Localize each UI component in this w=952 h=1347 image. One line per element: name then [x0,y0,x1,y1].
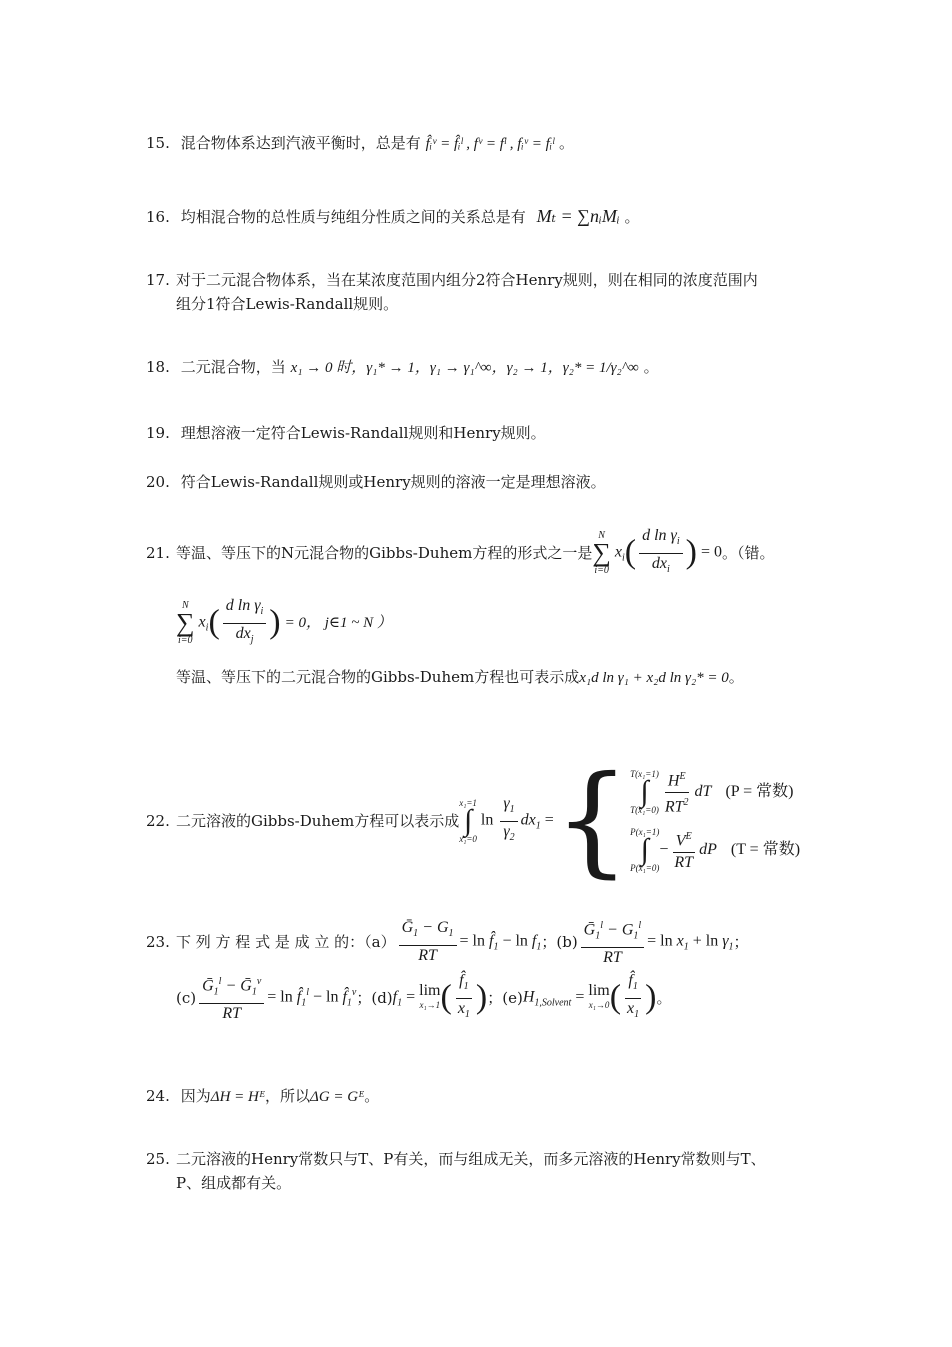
statement-number: 24. [146,1087,170,1105]
statement-end: 。 [624,208,640,226]
case-constant-p: (P = 常数) [725,783,794,800]
binary-gibbs-duhem: x₁d ln γ₁ + x₂d ln γ₂* = 0 [579,670,729,686]
statement-formula: x₁ → 0 时，γ₁* → 1，γ₁ → γ₁^∞，γ₂ → 1，γ₂* = 1/γ₂^∞ [290,360,639,376]
statement-text-line1: 对于二元混合物体系，当在某浓度范围内组分2符合Henry规则，则在相同的浓度范围内 [176,271,758,289]
statement-24 [146,1084,826,1109]
statement-25 [146,1147,826,1195]
statement-number: 18. [146,358,170,376]
equation-e: $H_{1,Solvent}$ = lim x₁→0 ( $\frac{f̂_1}{x_1}$ ) [522,972,657,1020]
equation-a: $\frac{Ḡ_1 - G_1}{RT}$ = $\ln f̂_1 - \ln f_1$ [396,918,542,965]
statement-end: 。 [728,668,744,686]
statement-number: 15. [146,134,170,152]
statement-18 [146,355,826,380]
statement-number: 23. [146,933,170,951]
gibbs-duhem-correction: N ∑ i=0 $x_i$( $\frac{d \ln \gamma_i}{dx_j}$ ) [176,597,281,646]
statement-text: 因为 [180,1087,211,1105]
statement-text: 二元混合物，当 [180,358,286,376]
statement-formula: f̂ᵢᵛ = f̂ᵢˡ , fᵛ = fˡ , fᵢᵛ = fᵢˡ [425,136,555,152]
statement-17 [146,268,826,316]
equation-c: $\frac{Ḡ_1^l - Ḡ_1^v}{RT}$ = $\ln f̂_1^l - \ln$ $f̂_1^v$ [196,972,356,1024]
statement-text: 均相混合物的总性质与纯组分性质之间的关系总是有 [180,208,526,226]
label-e: ；(e) [487,989,523,1007]
statement-end: 。 [656,989,672,1007]
equation-d: $f_1$ = lim x₁→1 ( $\frac{f̂_1}{x_1}$ ) [392,972,488,1020]
statement-note: 。（错。 [721,544,775,562]
integral-formula: x₁=1 ∫ x₁=0 ln $\frac{\gamma_1}{\gamma_2}$ $dx_1$ = [459,795,554,844]
statement-number: 19. [146,424,170,442]
statement-mid: ，所以 [265,1087,311,1105]
statement-number: 22. [146,812,170,830]
formula-enthalpy: ΔH = Hᴱ [210,1089,265,1105]
statement-end: 。 [643,358,659,376]
statement-22 [146,751,826,890]
label-c: (c) [176,989,197,1007]
case-constant-t: (T = 常数) [730,841,801,858]
correction-tail: = 0， j∈1 ~ N ） [284,615,392,631]
gibbs-duhem-formula: N ∑ i=0 $x_i$( $\frac{d \ln \gamma_i}{dx_i}$ ) = 0 [592,527,722,576]
label-b: ；(b) [541,933,578,951]
statement-text: 混合物体系达到汽液平衡时，总是有 [180,134,421,152]
statement-number: 20. [146,473,170,491]
formula-gibbs: ΔG = Gᴱ [310,1089,365,1105]
statement-text: 等温、等压下的N元混合物的Gibbs-Duhem方程的形式之一是 [176,544,593,562]
case-brace: { [553,751,631,890]
statement-text: 理想溶液一定符合Lewis-Randall规则和Henry规则。 [180,424,546,442]
label-d: ；(d) [356,989,393,1007]
statement-formula: Mₜ = ∑nᵢMᵢ [536,206,620,226]
statement-15 [146,131,826,156]
statement-19 [146,421,826,445]
statement-16 [146,204,826,229]
statement-text-line2: 组分1符合Lewis-Randall规则。 [176,295,399,313]
statement-end: 。 [364,1087,380,1105]
statement-number: 21. [146,544,170,562]
statement-number: 25. [146,1150,170,1168]
statement-text-line2: P、组成都有关。 [176,1174,292,1192]
statement-text: 二元溶液的Gibbs-Duhem方程可以表示成 [176,812,460,830]
statement-21 [146,525,826,690]
statement-number: 17. [146,271,170,289]
statement-23: 23. 下 列 方 程 式 是 成 立 的：（a） $\frac{Ḡ_1 - G_1}{RT}$ = $\ln f̂_1 - \ln f_1$ ；(b) $\frac{Ḡ_1^l - G_1^l}{RT}$ = $\ln x_1 + \ln \gamma_1$ ； (c) $\frac{Ḡ_1^l - Ḡ_1^v}{RT}$ = $\ln f̂_1^l - \ln$ $f̂_1^v$ ；(d) $f_1$ = lim x₁→1 ( $\frac{f̂_1}{x_1}$ ) ；(e) $H_{1,Solvent}$ = lim x₁→0 ( $\frac{f̂_1}{x_1}$ ) 。 [146,918,826,1026]
equation-b: $\frac{Ḡ_1^l - G_1^l}{RT}$ = $\ln x_1 + \ln \gamma_1$ [578,916,734,968]
statement-20 [146,470,826,494]
statement-number: 16. [146,208,170,226]
statement-text: 下 列 方 程 式 是 成 立 的：（a） [176,933,396,951]
case-list: T(x₁=1) ∫ T(x₁=0) $\frac{H^E}{RT^2}$ dT (P = 常数) P(x₁=1) ∫ P(x₁=0) − $\frac{V^E}{RT}$ dP (T = 常数) [630,769,801,873]
statement-text-line1: 二元溶液的Henry常数只与T、P有关，而与组成无关，而多元溶液的Henry常数则与T、 [176,1150,766,1168]
statement-end: 。 [558,134,574,152]
statement-text-line3: 等温、等压下的二元混合物的Gibbs-Duhem方程也可表示成 [176,668,580,686]
statement-text: 符合Lewis-Randall规则或Henry规则的溶液一定是理想溶液。 [180,473,606,491]
